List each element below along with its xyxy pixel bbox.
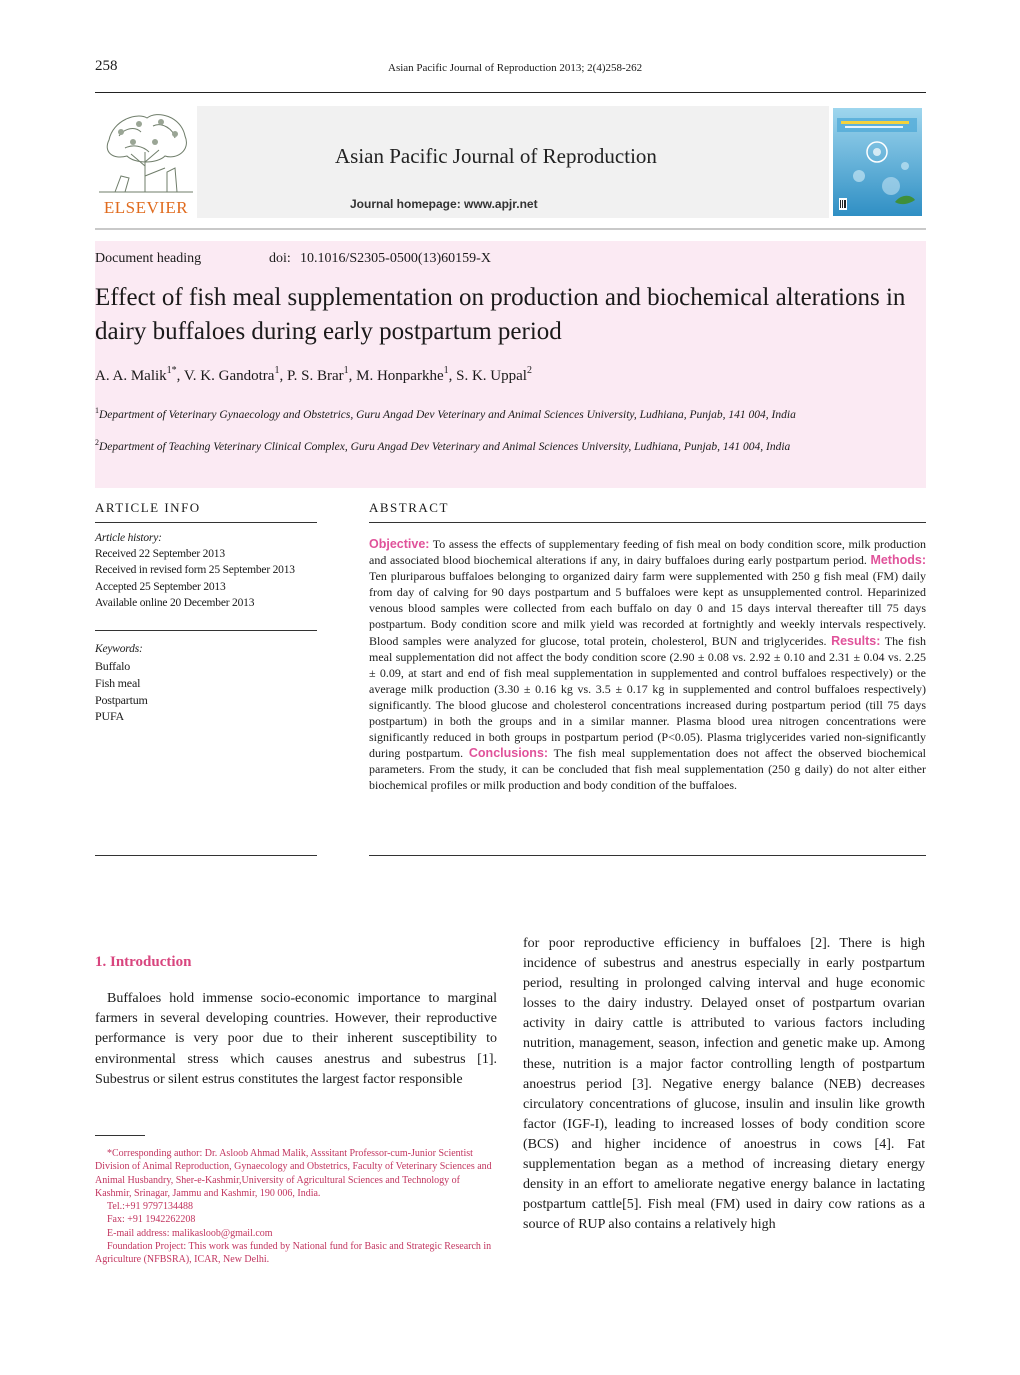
- abstract-objective: To assess the effects of supplementary feeding of fish meal on body condition score, milk production and associated blood biochemical alterations if any, in dairy buffaloes during early postpartum period.: [369, 537, 926, 568]
- affiliation-text: Department of Veterinary Gynaecology and Obstetrics, Guru Angad Dev Veterinary and Animal Sciences University, Ludhiana, Punjab, 141 004, India: [99, 409, 796, 421]
- journal-homepage-link[interactable]: Journal homepage: www.apjr.net: [350, 197, 538, 211]
- running-head: Asian Pacific Journal of Reproduction 2013; 2(4)258-262: [388, 62, 643, 74]
- author-affiliation-mark: 2: [526, 365, 532, 376]
- corresponding-author-note: *Corresponding author: Dr. Asloob Ahmad Malik, Asssitant Professor-cum-Junior Scientist Division of Animal Reproduction, Gynaecology and Obstetrics, Faculty of Veterinary Sciences and Animal Husbandry, Sher-e-Kashmir,University of Agricultural Sciences and Technology of Kashmir, Srinagar, Jammu and Kashmir, 190 006, India.: [95, 1148, 492, 1199]
- abstract-results-label: Results:: [831, 633, 881, 648]
- affiliation-mark: 2: [95, 438, 99, 447]
- article-info-heading: ARTICLE INFO: [95, 500, 201, 515]
- keywords-list: [95, 658, 148, 725]
- introduction-heading: 1. Introduction: [95, 954, 192, 970]
- abstract-text: [369, 536, 926, 794]
- history-entry: Available online 20 December 2013: [95, 596, 255, 609]
- abstract-heading: ABSTRACT: [369, 500, 449, 515]
- author-list: A. A. Malik$^{1*}$, V. K. Gandotra$^1$, P. S. Brar$^1$, M. Honparkhe$^1$, S. K. Uppal$^2$: [95, 365, 532, 384]
- footnotes: [95, 1147, 497, 1267]
- history-entry: Accepted 25 September 2013: [95, 580, 226, 593]
- introduction-column-1: Buffaloes hold immense socio-economic importance to marginal farmers in several developing countries. However, their reproductive performance is very poor due to their inherent susceptibility to environmental stress which causes anestrus and subestrus [1]. Subestrus or silent estrus constitutes the largest factor responsible: [95, 991, 497, 1087]
- author-name: A. A. Malik: [95, 368, 167, 384]
- elsevier-tree-icon: [95, 106, 197, 196]
- author-affiliation-mark: 1: [443, 365, 449, 376]
- page-number: 258: [95, 58, 118, 74]
- affiliation-mark: 1: [95, 406, 99, 415]
- abstract-bottom-rule: [369, 855, 926, 856]
- fax: Fax: +91 1942262208: [107, 1214, 196, 1226]
- article-info-divider: [95, 630, 317, 631]
- article-history-list: [95, 546, 295, 611]
- keyword: Postpartum: [95, 692, 148, 707]
- telephone: Tel.:+91 9797134488: [107, 1201, 194, 1213]
- journal-cover-image: [829, 106, 926, 218]
- journal-title: Asian Pacific Journal of Reproduction: [335, 144, 657, 168]
- abstract-methods: Ten pluriparous buffaloes belonging to organized dairy farm were supplemented with 250 g fish meal (FM) daily from day of calving for 90 days postpartum and 5 buffaloes were kept as unsupplemented control. Heparinized venous blood samples were collected from each buffalo on day 0 and 15 days interval thereafter till 75 days postpartum. Body condition score and milk yield was recorded at fortnightly and weekly intervals respectively. Blood samples were analyzed for glucose, total protein, cholesterol, BUN and triglycerides.: [369, 569, 926, 648]
- keyword: PUFA: [95, 709, 124, 724]
- author-name: M. Honparkhe: [356, 368, 444, 384]
- article-title: Effect of fish meal supplementation on production and biochemical alterations in dairy buffaloes during early postpartum period: [95, 284, 906, 345]
- keyword: Buffalo: [95, 659, 131, 673]
- abstract-results: The fish meal supplementation did not affect the body condition score (2.90 ± 0.08 vs. 2.92 ± 0.10 and 2.31 ± 0.04 vs. 2.25 ± 0.09, at start and end of fish meal supplementation in supplemented and control buffaloes respectively) or the average milk production (3.30 ± 0.16 kg vs. 3.5 ± 0.17 kg in supplemented and control buffaloes respectively) significantly. The blood glucose and cholesterol concentrations increased during postpartum period (till 75 days postpartum) in both the groups and in a similar manner. Plasma blood urea nitrogen concentrations were significantly reduced in both groups in postpartum period (P<0.05). Plasma triglycerides varied non-significantly during postpartum.: [369, 633, 926, 761]
- foundation-project-note: Foundation Project: This work was funded by National fund for Basic and Strategic Research in Agriculture (NFBSRA), ICAR, New Delhi.: [95, 1241, 492, 1266]
- abstract-rule: [369, 522, 926, 523]
- author-affiliation-mark: 1*: [166, 365, 177, 376]
- history-entry: Received 22 September 2013: [95, 548, 225, 560]
- abstract-objective-label: Objective:: [369, 537, 430, 551]
- masthead-rule: [95, 228, 926, 230]
- affiliation-text: Department of Teaching Veterinary Clinical Complex, Guru Angad Dev Veterinary and Animal Sciences University, Ludhiana, Punjab, 141 004, India: [99, 441, 791, 453]
- keywords-label: Keywords:: [95, 643, 143, 655]
- elsevier-wordmark: ELSEVIER: [103, 198, 189, 217]
- doi-label: doi:: [269, 251, 291, 266]
- author-affiliation-mark: 1: [274, 365, 280, 376]
- history-entry: Received in revised form 25 September 2013: [95, 564, 295, 577]
- abstract-conclusions-label: Conclusions:: [468, 746, 549, 761]
- document-heading: Document heading: [95, 251, 202, 266]
- article-history-label: Article history:: [95, 532, 162, 544]
- abstract-methods-label: Methods:: [870, 553, 926, 568]
- article-info-bottom-rule: [95, 855, 317, 856]
- journal-cover-icon: [829, 106, 926, 218]
- doi-value[interactable]: 10.1016/S2305-0500(13)60159-X: [300, 251, 491, 266]
- affiliation: [95, 434, 927, 456]
- author-name: P. S. Brar: [286, 368, 344, 384]
- article-info-rule: [95, 522, 317, 523]
- introduction-column-2: for poor reproductive efficiency in buffaloes [2]. There is high incidence of subestrus and anestrus especially in early postpartum period, resulting in prolonged calving interval and huge economic losses to the dairy industry. Delayed onset of postpartum ovarian activity in dairy cattle is attributed to various factors including nutrition, management, season, infection and genetic make up. Among these, nutrition is a major factor controlling length of postpartum anoestrus period [3]. Negative energy balance (NEB) decreases circulatory concentrations of glucose, insulin and insulin like growth factor (IGF-I), leading to increased losses of body condition score (BCS) and higher incidence of anoestrus in cows [4]. Fat supplementation began as a method of increasing dietary energy density in an effort to ameliorate negative energy balance in lactating postpartum cattle[5]. Fish meal (FM) used in dairy cow rations as a source of RUP also contains a relatively high: [523, 936, 925, 1233]
- header-rule: [95, 92, 926, 93]
- journal-masthead: [95, 106, 926, 218]
- footnote-rule: [95, 1135, 145, 1136]
- abstract-conclusions: The fish meal supplementation does not affect the observed biochemical parameters. From the study, it can be concluded that fish meal supplementation (250 g daily) do not alter either biochemical profiles or milk production and body condition of the buffaloes.: [369, 746, 926, 793]
- author-name: S. K. Uppal: [456, 368, 527, 384]
- keyword: Fish meal: [95, 675, 141, 690]
- affiliation: [95, 402, 927, 424]
- elsevier-logo: [95, 106, 197, 218]
- email-address[interactable]: E-mail address: malikasloob@gmail.com: [107, 1227, 273, 1239]
- author-affiliation-mark: 1: [343, 365, 349, 376]
- author-name: V. K. Gandotra: [183, 368, 275, 384]
